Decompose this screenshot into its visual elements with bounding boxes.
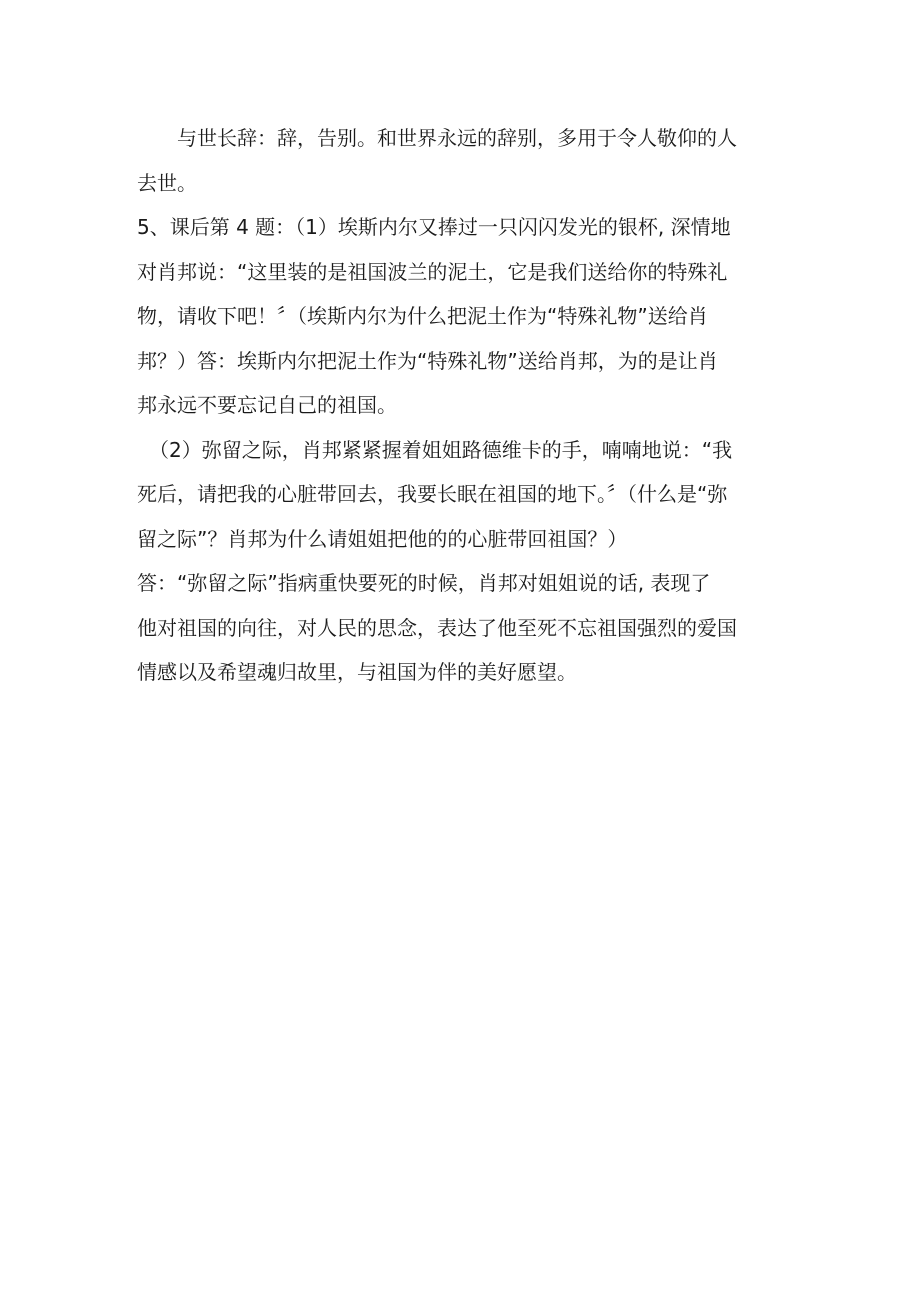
definition-line-1: 与世长辞：辞，告别。和世界永远的辞别，多用于令人敬仰的人	[177, 126, 737, 150]
question-5-line-2: 对肖邦说：“这里装的是祖国波兰的泥土，它是我们送给你的特殊礼	[137, 259, 728, 284]
definition-line-2: 去世。	[137, 170, 197, 195]
answer-line-1: 答：“弥留之际”指病重快要死的时候，肖邦对姐姐说的话, 表现了	[137, 571, 711, 595]
document-body	[137, 116, 787, 695]
question-5-part-2-line-2: 死后，请把我的心脏带回去，我要长眠在祖国的地下。〞（什么是“弥	[137, 482, 728, 506]
question-5-line-4: 邦？）答：埃斯内尔把泥土作为“特殊礼物”送给肖邦，为的是让肖	[137, 348, 718, 373]
question-5-part-2-line-3: 留之际”？肖邦为什么请姐姐把他的的心脏带回祖国？）	[137, 526, 628, 551]
question-5-line-5: 邦永远不要忘记自己的祖国。	[137, 393, 397, 417]
question-5-line-1: 5、课后第 4 题：（1）埃斯内尔又捧过一只闪闪发光的银杯, 深情地	[137, 215, 731, 239]
question-5-part-2-line-1: （2）弥留之际，肖邦紧紧握着姐姐路德维卡的手，喃喃地说：“我	[149, 437, 733, 462]
question-5-line-3: 物，请收下吧！〞（埃斯内尔为什么把泥土作为“特殊礼物”送给肖	[137, 304, 708, 328]
answer-line-2: 他对祖国的向往，对人民的思念，表达了他至死不忘祖国强烈的爱国	[137, 615, 737, 640]
answer-line-3: 情感以及希望魂归故里，与祖国为伴的美好愿望。	[137, 660, 577, 684]
